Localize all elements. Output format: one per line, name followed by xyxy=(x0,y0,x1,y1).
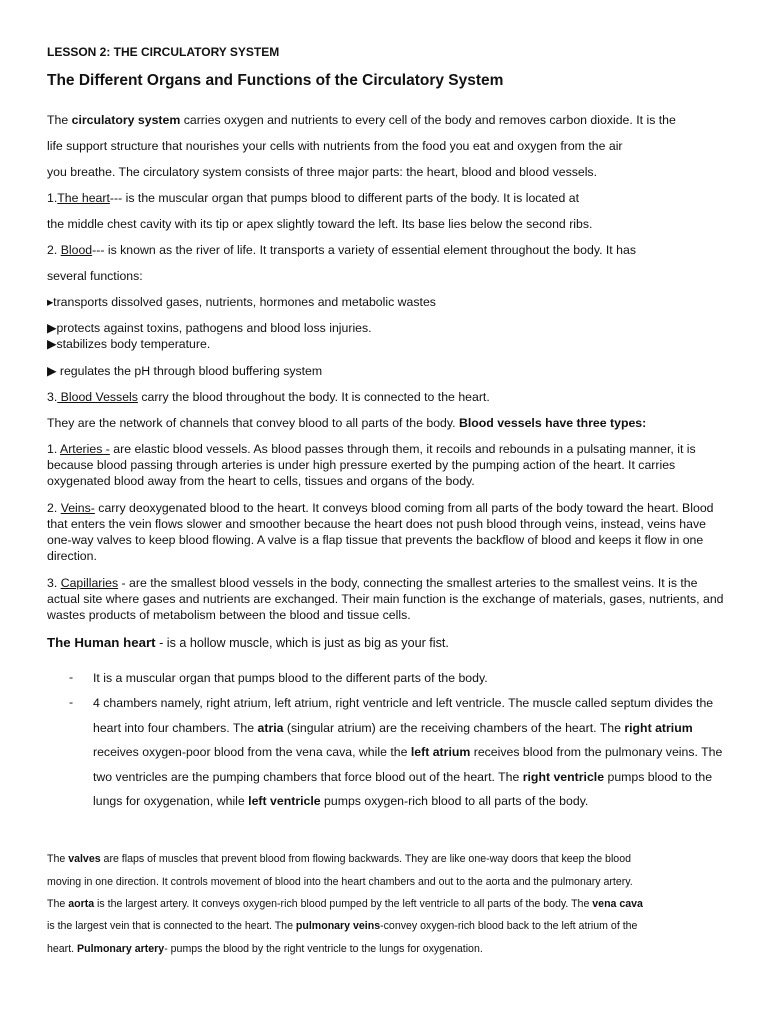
human-heart-heading: The Human heart - is a hollow muscle, which is just as big as your fist. xyxy=(47,635,449,650)
valves-line-3: The aorta is the largest artery. It conveys oxygen-rich blood pumped by the left ventricle to all parts of the body. The vena cava xyxy=(47,898,643,910)
valves-line-4: is the largest vein that is connected to the heart. The pulmonary veins-convey oxygen-rich blood back to the left atrium of the xyxy=(47,920,638,932)
list-item-2: 4 chambers namely, right atrium, left atrium, right ventricle and left ventricle. The muscle called septum divides the heart into four chambers. The atria (singular atrium) are the receiving chambers of the heart. The right atrium receives oxygen-poor blood from the vena cava, while the left atrium receives blood from the pulmonary veins. The two ventricles are the pumping chambers that force blood out of the heart. The right ventricle pumps blood to the lungs for oxygenation, while left ventricle pumps oxygen-rich blood to all parts of the body. xyxy=(93,696,723,809)
valves-line-2: moving in one direction. It controls movement of blood into the heart chambers and out to the aorta and the pulmonary artery. xyxy=(47,876,633,888)
blood-bullet-1: ▸transports dissolved gases, nutrients, hormones and metabolic wastes xyxy=(47,295,436,309)
heart-line-2: the middle chest cavity with its tip or apex slightly toward the left. Its base lies below the second ribs. xyxy=(47,217,593,231)
blood-line-1: 2. Blood--- is known as the river of life. It transports a variety of essential element throughout the body. It has xyxy=(47,243,636,257)
list-dash-2: - xyxy=(69,695,74,709)
vessels-line-1: 3. Blood Vessels carry the blood throughout the body. It is connected to the heart. xyxy=(47,390,490,404)
valves-line-1: The valves are flaps of muscles that prevent blood from flowing backwards. They are like one-way doors that keep the blood xyxy=(47,853,631,865)
blood-bullet-3: ▶stabilizes body temperature. xyxy=(47,337,211,351)
blood-line-2: several functions: xyxy=(47,269,143,283)
intro-line-3: you breathe. The circulatory system consists of three major parts: the heart, blood and blood vessels. xyxy=(47,165,597,179)
blood-bullet-2: ▶protects against toxins, pathogens and blood loss injuries. xyxy=(47,321,372,335)
list-dash-1: - xyxy=(69,670,74,684)
valves-line-5: heart. Pulmonary artery- pumps the blood by the right ventricle to the lungs for oxygenation. xyxy=(47,943,483,955)
heart-line-1: 1.The heart--- is the muscular organ that pumps blood to different parts of the body. It is located at xyxy=(47,191,580,205)
arteries-paragraph: 1. Arteries - are elastic blood vessels. As blood passes through them, it recoils and rebounds in a pulsating manner, it is because blood passing through arteries is under high pressure exerted by the pumping action of the heart. It carries oxygenated blood away from the heart to cells, tissues and organs of the body. xyxy=(47,442,696,488)
veins-paragraph: 2. Veins- carry deoxygenated blood to the heart. It conveys blood coming from all parts of the body toward the heart. Blood that enters the vein flows slower and smoother because the heart does not push blood through veins, instead, veins have one-way valves to keep blood flowing. A valve is a flap tissue that prevents the backflow of blood and keeps it flow in one direction. xyxy=(47,501,714,563)
capillaries-paragraph: 3. Capillaries - are the smallest blood vessels in the body, connecting the smallest arteries to the smallest veins. It is the actual site where gases and nutrients are exchanged. Their main function is the exchange of materials, gases, nutrients, and wastes products of metabolism between the blood and tissue cells. xyxy=(47,576,724,622)
intro-line-1: The circulatory system carries oxygen and nutrients to every cell of the body and removes carbon dioxide. It is the xyxy=(47,113,676,127)
blood-bullet-4: ▶ regulates the pH through blood buffering system xyxy=(47,364,323,378)
list-item-1: It is a muscular organ that pumps blood to the different parts of the body. xyxy=(93,671,488,685)
page-title: The Different Organs and Functions of the Circulatory System xyxy=(47,72,504,89)
intro-line-2: life support structure that nourishes your cells with nutrients from the food you eat and oxygen from the air xyxy=(47,139,623,153)
lesson-header: LESSON 2: THE CIRCULATORY SYSTEM xyxy=(47,45,280,59)
vessels-line-2: They are the network of channels that convey blood to all parts of the body. Blood vessels have three types: xyxy=(47,416,647,430)
